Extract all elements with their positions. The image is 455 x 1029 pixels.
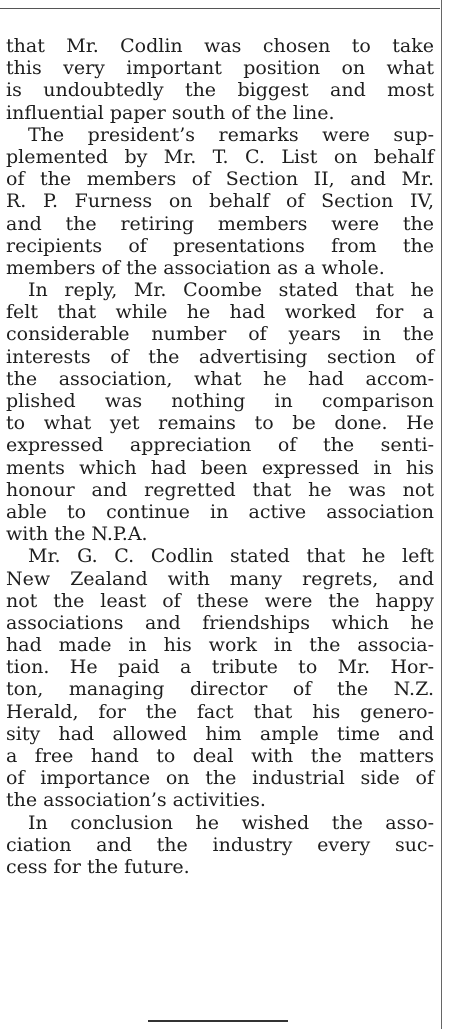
text-line: New Zealand with many regrets, and <box>6 567 434 590</box>
text-line: the association’s activities. <box>6 789 266 812</box>
text-line: is undoubtedly the biggest and most <box>6 79 434 102</box>
paragraph-5 <box>6 812 434 879</box>
text-line: not the least of these were the happy <box>6 589 434 612</box>
text-line: this very important position on what <box>6 57 434 80</box>
text-line: honour and regretted that he was not <box>6 478 434 501</box>
text-line: of importance on the industrial side of <box>6 767 434 790</box>
text-line: Herald, for the fact that his genero- <box>6 700 434 723</box>
paragraph-4 <box>6 545 434 811</box>
text-line: sity had allowed him ample time and <box>6 722 434 745</box>
text-line: to what yet remains to be done. He <box>6 412 434 435</box>
text-line: ments which had been expressed in his <box>6 456 434 479</box>
paragraph-3 <box>6 279 434 545</box>
right-column-rule <box>441 0 442 1029</box>
top-column-rule <box>0 8 440 9</box>
text-line: recipients of presentations from the <box>6 234 434 257</box>
text-line: considerable number of years in the <box>6 323 434 346</box>
text-line: able to continue in active association <box>6 500 434 523</box>
text-line: a free hand to deal with the matters <box>6 745 434 767</box>
paragraph-2 <box>6 124 434 279</box>
text-line: that Mr. Codlin was chosen to take <box>6 35 434 57</box>
text-line: and the retiring members were the <box>6 212 434 235</box>
text-line: The president’s remarks were sup- <box>28 123 434 146</box>
text-line: Mr. G. C. Codlin stated that he left <box>28 545 434 568</box>
text-line: expressed appreciation of the senti- <box>6 434 434 457</box>
end-of-article-rule <box>148 1020 288 1022</box>
text-line: felt that while he had worked for a <box>6 301 434 324</box>
text-line: In conclusion he wished the asso- <box>28 811 434 834</box>
text-line: the association, what he had accom- <box>6 367 434 390</box>
text-line: with the N.P.A. <box>6 523 148 546</box>
text-line: of the members of Section II, and Mr. <box>6 168 434 191</box>
text-line: members of the association as a whole. <box>6 256 385 279</box>
text-line: associations and friendships which he <box>6 611 434 634</box>
text-line: influential paper south of the line. <box>6 101 335 124</box>
text-line: R. P. Furness on behalf of Section IV, <box>6 190 434 213</box>
paragraph-1 <box>6 35 434 124</box>
text-line: In reply, Mr. Coombe stated that he <box>28 279 434 302</box>
text-line: had made in his work in the associa- <box>6 634 434 657</box>
text-line: ciation and the industry every suc- <box>6 833 434 856</box>
text-line: plished was nothing in comparison <box>6 390 434 412</box>
text-line: tion. He paid a tribute to Mr. Hor- <box>6 656 434 679</box>
text-line: ton, managing director of the N.Z. <box>6 678 434 701</box>
text-line: cess for the future. <box>6 855 190 878</box>
text-line: plemented by Mr. T. C. List on behalf <box>6 145 434 168</box>
text-line: interests of the advertising section of <box>6 345 434 368</box>
article-column <box>6 35 434 878</box>
